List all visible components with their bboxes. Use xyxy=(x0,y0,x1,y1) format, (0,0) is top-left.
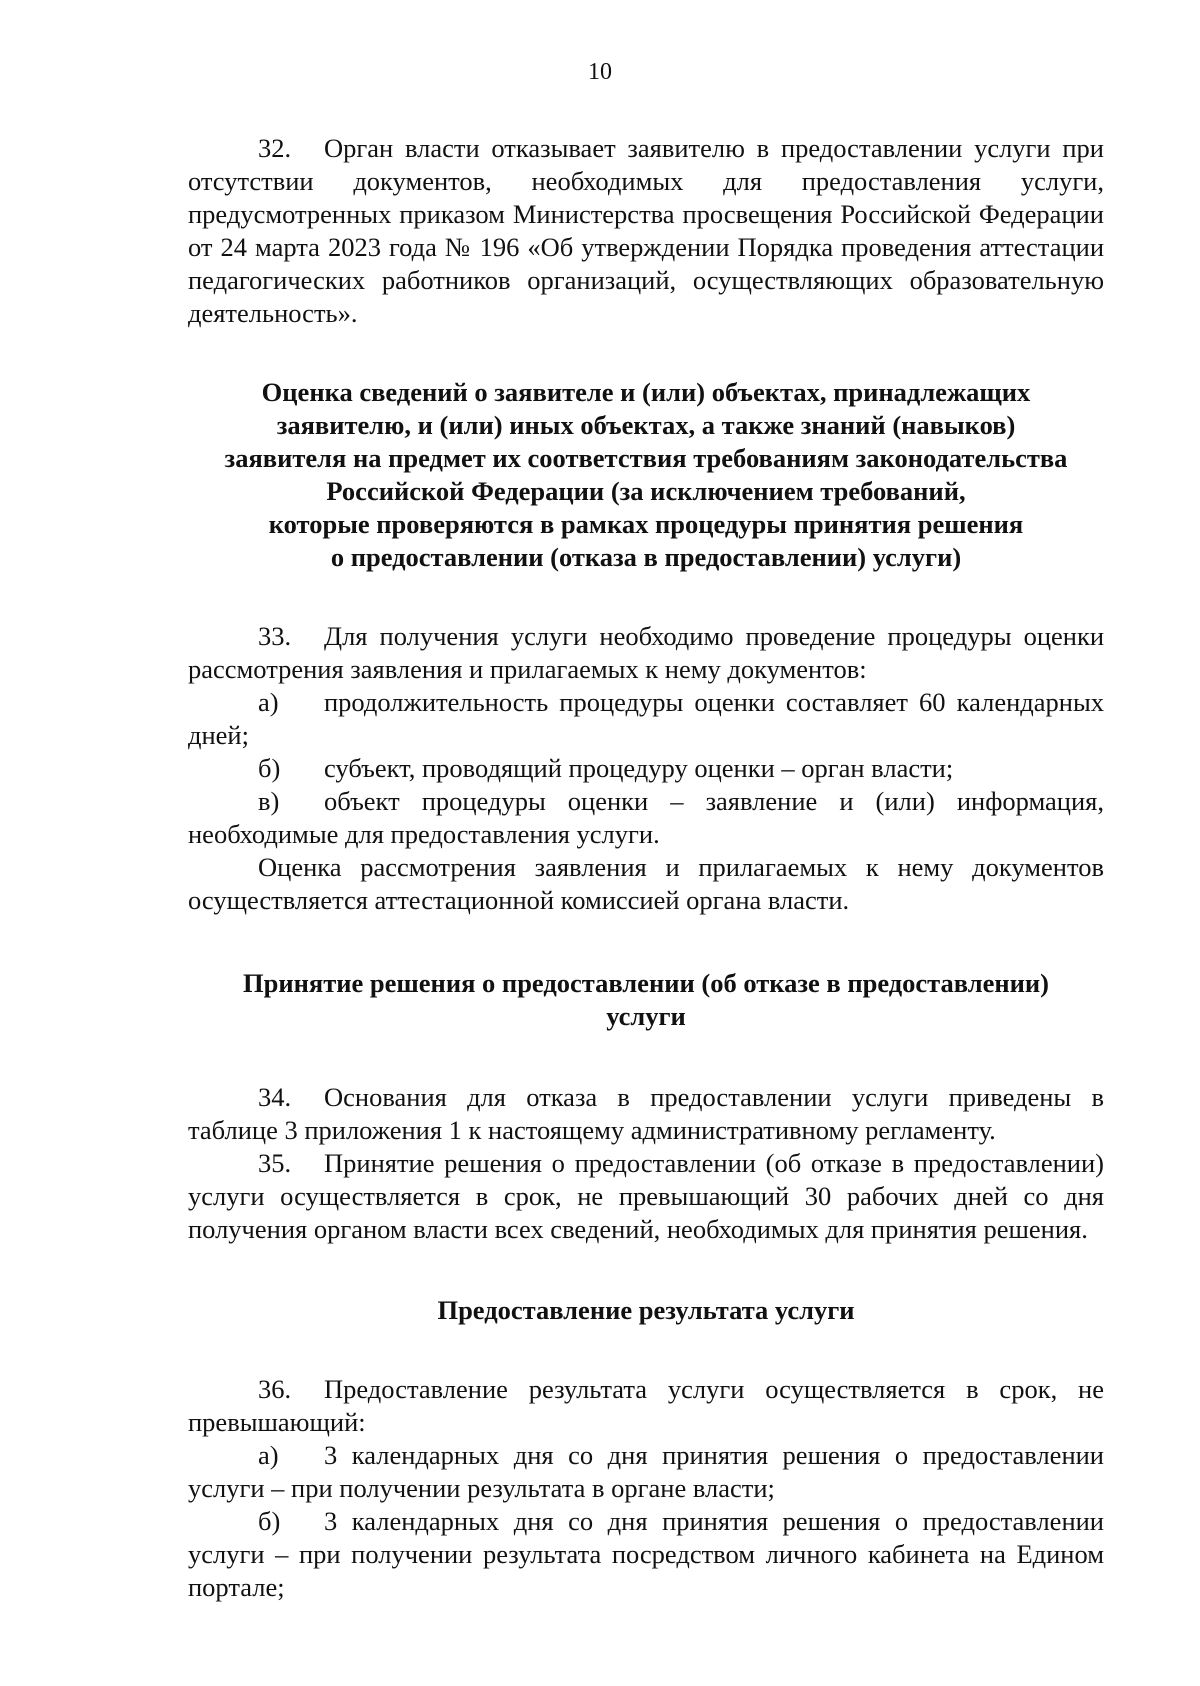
page-number: 10 xyxy=(588,59,612,85)
clause-34 xyxy=(188,1081,1104,1147)
clause-36-item-b xyxy=(188,1505,1104,1604)
clause-text: Принятие решения о предоставлении (об отказе в предоставлении) услуги осуществляется в срок, не превышающий 30 рабочих дней со дня получения органом власти всех сведений, необходимых для принятия решения. xyxy=(188,1148,1104,1244)
heading-line: услуги xyxy=(606,1001,686,1031)
clause-text: Предоставление результата услуги осуществляется в срок, не превышающий: xyxy=(188,1374,1104,1437)
clause-number: 34. xyxy=(258,1082,292,1112)
clause-33 xyxy=(188,620,1104,686)
clause-text: Основания для отказа в предоставлении услуги приведены в таблице 3 приложения 1 к настоящему административному регламенту. xyxy=(188,1082,1104,1145)
item-text: объект процедуры оценки – заявление и (или) информация, необходимые для предоставления услуги. xyxy=(188,786,1104,849)
heading-line: которые проверяются в рамках процедуры принятия решения xyxy=(268,509,1024,539)
clause-35 xyxy=(188,1147,1104,1246)
clause-number: 35. xyxy=(258,1148,292,1178)
clause-33-item-b xyxy=(188,752,1104,785)
clause-33-closing: Оценка рассмотрения заявления и прилагаемых к нему документов осуществляется аттестационной комиссией органа власти. xyxy=(188,852,1104,915)
heading-line: заявителя на предмет их соответствия требованиям законодательства xyxy=(224,443,1068,473)
section-heading-decision xyxy=(188,967,1104,1033)
heading-line: о предоставлении (отказа в предоставлении) услуги) xyxy=(330,542,962,572)
section-heading-result xyxy=(188,1294,1104,1327)
heading-line: Принятие решения о предоставлении (об отказе в предоставлении) xyxy=(243,968,1049,998)
clause-number: 36. xyxy=(258,1374,292,1404)
heading-line: Российской Федерации (за исключением требований, xyxy=(326,476,966,506)
item-letter: б) xyxy=(258,753,281,783)
item-letter: а) xyxy=(258,1440,279,1470)
document-body xyxy=(188,132,1104,1604)
item-text: 3 календарных дня со дня принятия решения о предоставлении услуги – при получении результата посредством личного кабинета на Едином портале; xyxy=(188,1506,1104,1602)
item-letter: б) xyxy=(258,1506,281,1536)
clause-text: Для получения услуги необходимо проведение процедуры оценки рассмотрения заявления и прилагаемых к нему документов: xyxy=(188,621,1104,684)
heading-line: Предоставление результата услуги xyxy=(437,1295,855,1325)
clause-33-item-c xyxy=(188,785,1104,851)
heading-line: Оценка сведений о заявителе и (или) объектах, принадлежащих xyxy=(261,377,1031,407)
item-text: субъект, проводящий процедуру оценки – орган власти; xyxy=(324,753,954,783)
clause-text: Орган власти отказывает заявителю в предоставлении услуги при отсутствии документов, необходимых для предоставления услуги, предусмотренных приказом Министерства просвещения Российской Федерации от 24 марта 2023 года № 196 «Об утверждении Порядка проведения аттестации педагогических работников организаций, осуществляющих образовательную деятельность». xyxy=(188,133,1104,328)
clause-number: 32. xyxy=(258,133,292,163)
item-text: продолжительность процедуры оценки составляет 60 календарных дней; xyxy=(188,687,1104,750)
clause-36 xyxy=(188,1373,1104,1439)
heading-line: заявителю, и (или) иных объектах, а также знаний (навыков) xyxy=(276,410,1016,440)
section-heading-assessment xyxy=(188,376,1104,574)
clause-33-item-a xyxy=(188,686,1104,752)
item-letter: в) xyxy=(258,786,280,816)
clause-number: 33. xyxy=(258,621,292,651)
clause-32 xyxy=(188,132,1104,330)
item-letter: а) xyxy=(258,687,279,717)
item-text: 3 календарных дня со дня принятия решения о предоставлении услуги – при получении результата в органе власти; xyxy=(188,1440,1104,1503)
clause-36-item-a xyxy=(188,1439,1104,1505)
